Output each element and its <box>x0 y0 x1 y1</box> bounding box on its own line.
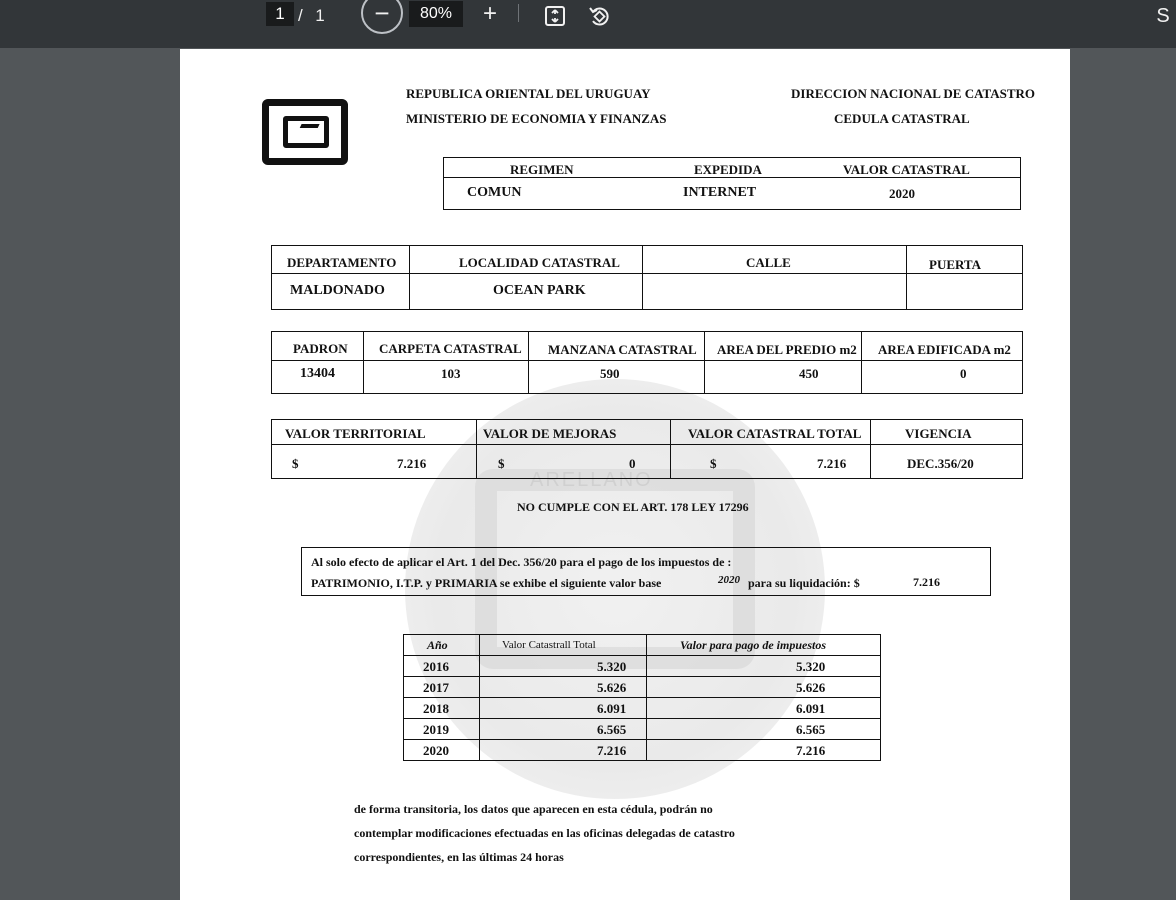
tax-note-amount: 7.216 <box>913 575 940 589</box>
total-currency: $ <box>710 456 717 471</box>
manzana-value: 590 <box>600 366 620 381</box>
location-col-line <box>409 245 410 310</box>
republic-title: REPUBLICA ORIENTAL DEL URUGUAY <box>406 86 651 101</box>
expedida-header: EXPEDIDA <box>694 162 762 177</box>
values-col-line <box>476 419 477 479</box>
location-col-line <box>906 245 907 310</box>
area-edificada-value: 0 <box>960 366 967 381</box>
padron-header: PADRON <box>293 341 348 356</box>
tax-note-line2b: para su liquidación: $ <box>748 576 860 590</box>
history-row-line <box>403 718 881 719</box>
plus-icon: + <box>482 0 497 27</box>
rotate-icon <box>587 4 611 28</box>
padron-value: 13404 <box>300 366 335 381</box>
tax-note-year: 2020 <box>718 574 740 586</box>
history-row-total: 7.216 <box>597 743 627 758</box>
download-button[interactable] <box>1150 2 1176 30</box>
total-header: VALOR CATASTRAL TOTAL <box>688 426 862 441</box>
property-col-line <box>528 331 529 394</box>
territorial-currency: $ <box>292 456 299 471</box>
fit-page-icon <box>544 5 566 27</box>
footer-line2: contemplar modificaciones efectuadas en las oficinas delegadas de catastro <box>354 826 735 840</box>
history-row-line <box>403 739 881 740</box>
history-row-year: 2017 <box>423 680 449 695</box>
history-total-header: Valor Catastrall Total <box>502 639 596 651</box>
zoom-out-button[interactable] <box>361 0 403 34</box>
footer-line1: de forma transitoria, los datos que aparecen en esta cédula, podrán no <box>354 802 713 816</box>
tax-note-line2: PATRIMONIO, I.T.P. y PRIMARIA se exhibe el siguiente valor base <box>311 576 662 590</box>
history-row-total: 6.091 <box>597 701 627 716</box>
property-col-line <box>363 331 364 394</box>
page-separator: / <box>298 6 303 25</box>
area-predio-value: 450 <box>799 366 819 381</box>
pdf-page <box>180 49 1070 900</box>
mejoras-header: VALOR DE MEJORAS <box>483 426 617 441</box>
history-row-total: 5.626 <box>597 680 627 695</box>
history-row-line <box>403 676 881 677</box>
history-row-year: 2016 <box>423 659 449 674</box>
territorial-header: VALOR TERRITORIAL <box>285 426 426 441</box>
download-icon: S <box>1156 4 1170 27</box>
history-row-pago: 6.565 <box>796 722 826 737</box>
toolbar-divider <box>518 4 519 22</box>
no-cumple-notice: NO CUMPLE CON EL ART. 178 LEY 17296 <box>517 500 749 514</box>
departamento-value: MALDONADO <box>290 283 385 298</box>
area-edificada-header: AREA EDIFICADA m2 <box>878 342 1011 357</box>
property-col-line <box>704 331 705 394</box>
history-year-header: Año <box>427 638 448 652</box>
rotate-button[interactable] <box>586 2 612 30</box>
property-col-line <box>861 331 862 394</box>
vigencia-header: VIGENCIA <box>905 426 972 441</box>
history-row-year: 2019 <box>423 722 449 737</box>
history-row-line <box>403 655 881 656</box>
history-row-total: 5.320 <box>597 659 627 674</box>
direction-title: DIRECCION NACIONAL DE CATASTRO <box>791 86 1036 101</box>
location-col-line <box>642 245 643 310</box>
history-row-year: 2020 <box>423 743 449 758</box>
area-predio-header: AREA DEL PREDIO m2 <box>717 342 857 357</box>
valor-catastral-value: 2020 <box>889 186 915 201</box>
minus-icon: − <box>374 0 390 28</box>
zoom-in-button[interactable] <box>478 0 502 28</box>
catastro-logo <box>262 99 348 165</box>
property-divider <box>271 360 1023 361</box>
history-pago-header: Valor para pago de impuestos <box>680 638 827 652</box>
history-row-pago: 5.626 <box>796 680 826 695</box>
history-row-pago: 7.216 <box>796 743 826 758</box>
location-divider <box>271 273 1023 274</box>
values-divider <box>271 444 1023 445</box>
page-number-input[interactable]: 1 <box>266 2 294 26</box>
manzana-header: MANZANA CATASTRAL <box>548 342 697 357</box>
mejoras-currency: $ <box>498 456 505 471</box>
zoom-level-input[interactable]: 80% <box>409 1 463 27</box>
localidad-header: LOCALIDAD CATASTRAL <box>459 255 620 270</box>
calle-header: CALLE <box>746 255 791 270</box>
history-row-pago: 6.091 <box>796 701 826 716</box>
history-row-line <box>403 697 881 698</box>
cedula-title: CEDULA CATASTRAL <box>834 111 970 126</box>
ministry-title: MINISTERIO DE ECONOMIA Y FINANZAS <box>406 111 667 126</box>
vigencia-value: DEC.356/20 <box>907 456 974 471</box>
carpeta-header: CARPETA CATASTRAL <box>379 341 522 356</box>
localidad-value: OCEAN PARK <box>493 283 586 298</box>
fit-page-button[interactable] <box>542 2 568 30</box>
regimen-header: REGIMEN <box>510 162 574 177</box>
footer-line3: correspondientes, en las últimas 24 horas <box>354 850 564 864</box>
pdf-toolbar <box>0 0 1176 48</box>
tax-note-line1: Al solo efecto de aplicar el Art. 1 del Dec. 356/20 para el pago de los impuestos de : <box>311 555 732 569</box>
departamento-header: DEPARTAMENTO <box>287 255 397 270</box>
regimen-value: COMUN <box>467 185 522 200</box>
watermark-text: ARELLANO <box>530 469 653 491</box>
total-value: 7.216 <box>817 456 847 471</box>
page-total: 1 <box>315 6 325 25</box>
history-row-year: 2018 <box>423 701 449 716</box>
values-col-line <box>870 419 871 479</box>
puerta-header: PUERTA <box>929 257 982 272</box>
history-row-total: 6.565 <box>597 722 627 737</box>
carpeta-value: 103 <box>441 366 461 381</box>
mejoras-value: 0 <box>629 456 636 471</box>
history-row-pago: 5.320 <box>796 659 826 674</box>
valor-catastral-header: VALOR CATASTRAL <box>843 162 970 177</box>
expedida-value: INTERNET <box>683 185 757 200</box>
territorial-value: 7.216 <box>397 456 427 471</box>
values-col-line <box>670 419 671 479</box>
